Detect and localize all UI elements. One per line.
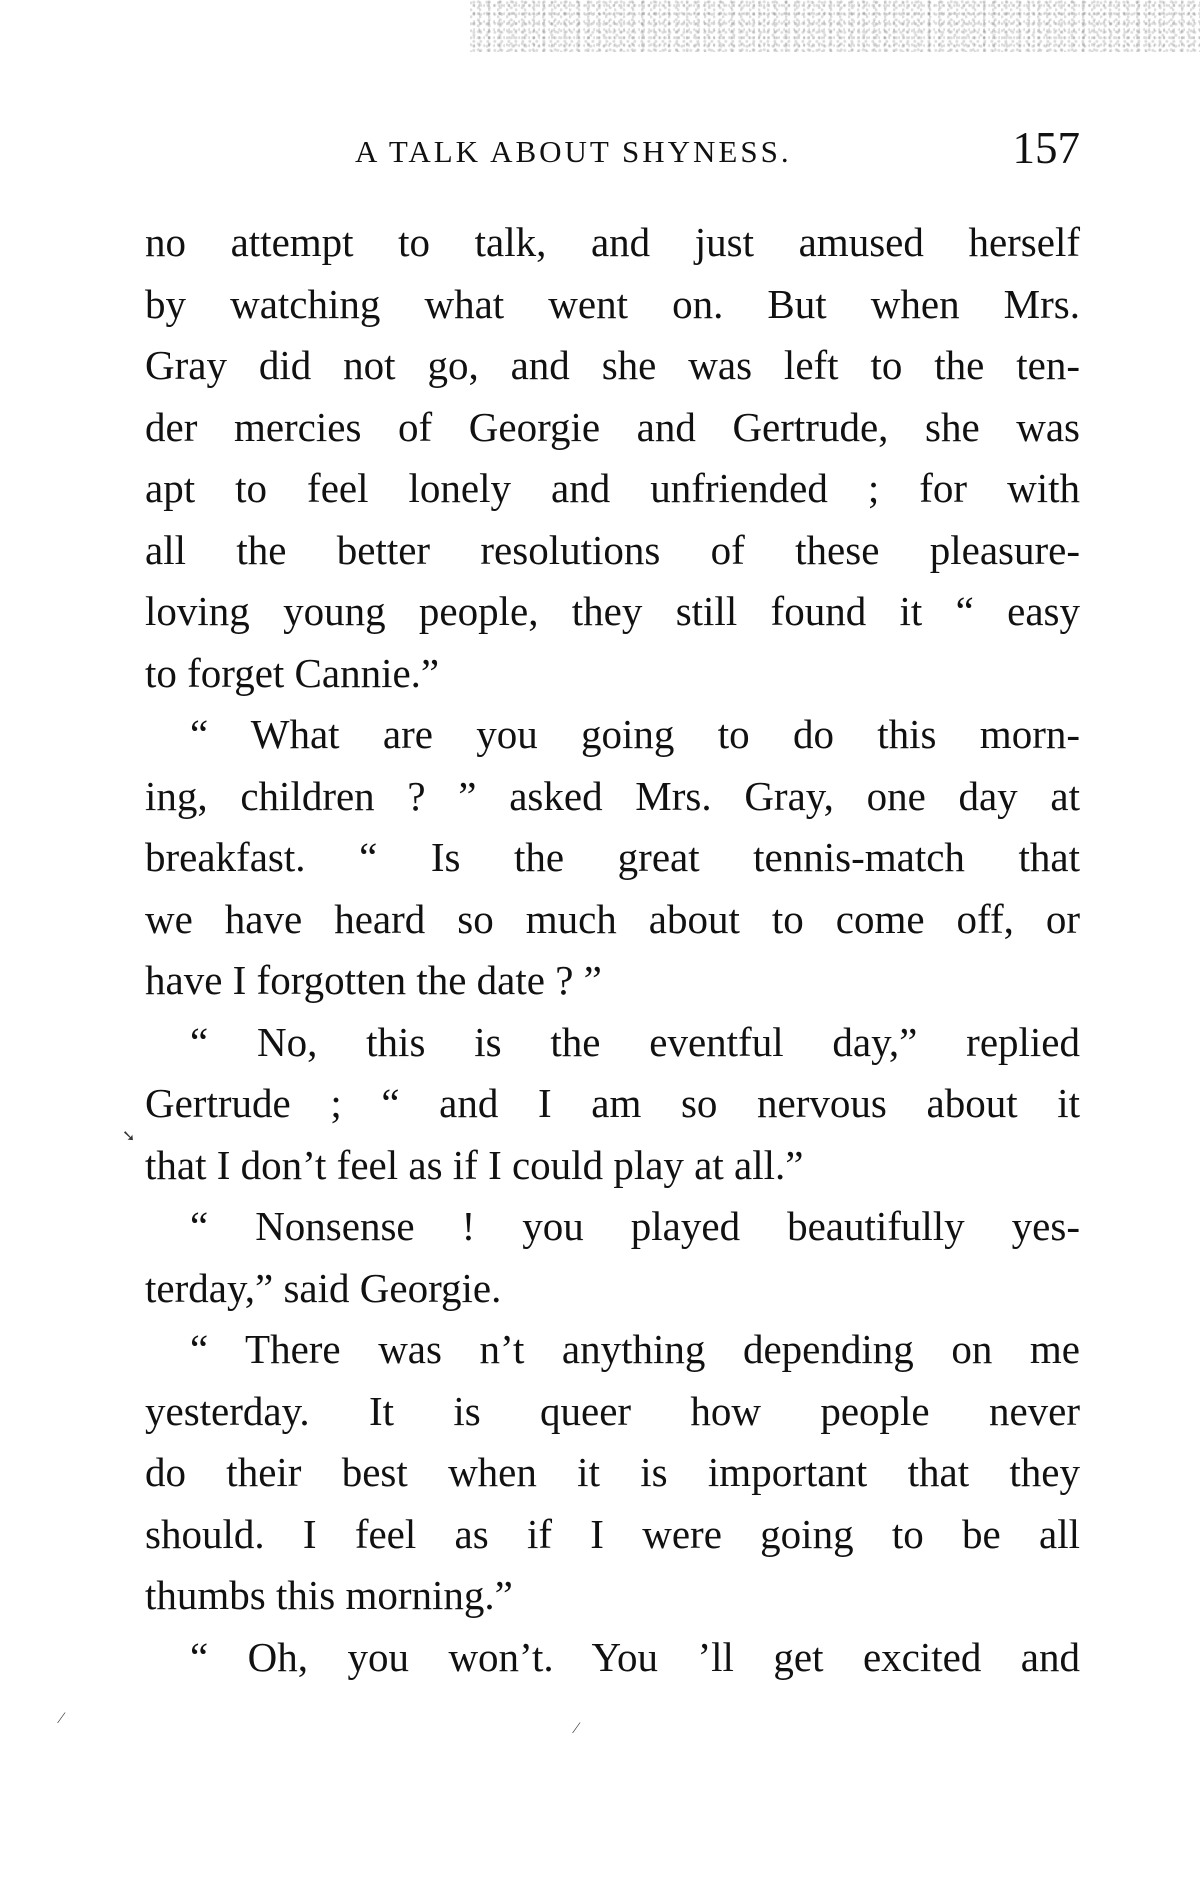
text-line: do their best when it is important that they — [145, 1449, 1080, 1495]
margin-mark-arrow-icon: ➘ — [122, 1128, 136, 1145]
text-line: apt to feel lonely and unfriended ; for with — [145, 465, 1080, 511]
text-line: should. I feel as if I were going to be all — [145, 1510, 1080, 1557]
body-text — [145, 212, 1080, 1688]
text-line: yesterday. It is queer how people never — [145, 1387, 1080, 1434]
margin-mark-icon: ⁄ — [60, 1710, 63, 1727]
text-line: “ There was n’t anything depending on me — [190, 1326, 1080, 1372]
text-line: to forget Cannie.” — [145, 649, 440, 696]
scan-speckle — [470, 0, 1200, 52]
text-line: “ No, this is the eventful day,” replied — [190, 1018, 1080, 1065]
text-line: loving young people, they still found it “ easy — [145, 588, 1080, 634]
text-line: Gray did not go, and she was left to the ten- — [145, 342, 1080, 388]
text-line: we have heard so much about to come off, or — [145, 895, 1080, 942]
text-line: have I forgotten the date ? ” — [145, 957, 602, 1003]
text-line: “ What are you going to do this morn- — [190, 711, 1080, 757]
running-title: A TALK ABOUT SHYNESS. — [355, 134, 792, 169]
text-line: that I don’t feel as if I could play at all.” — [145, 1141, 804, 1188]
text-line: by watching what went on. But when Mrs. — [145, 280, 1080, 327]
text-line: “ Oh, you won’t. You ’ll get excited and — [190, 1633, 1080, 1680]
margin-mark-icon: ⁄ — [575, 1720, 578, 1737]
text-line: Gertrude ; “ and I am so nervous about it — [145, 1080, 1080, 1126]
text-line: ing, children ? ” asked Mrs. Gray, one day at — [145, 772, 1080, 819]
text-line: “ Nonsense ! you played beautifully yes- — [190, 1203, 1080, 1249]
text-line: terday,” said Georgie. — [145, 1264, 502, 1311]
text-line: breakfast. “ Is the great tennis-match that — [145, 834, 1080, 880]
page-number: 157 — [1012, 123, 1080, 173]
text-line: all the better resolutions of these pleasure- — [145, 526, 1080, 573]
text-line: no attempt to talk, and just amused herself — [145, 219, 1080, 265]
running-head — [145, 122, 1080, 182]
text-line: der mercies of Georgie and Gertrude, she was — [145, 403, 1080, 450]
text-line: thumbs this morning.” — [145, 1572, 513, 1618]
